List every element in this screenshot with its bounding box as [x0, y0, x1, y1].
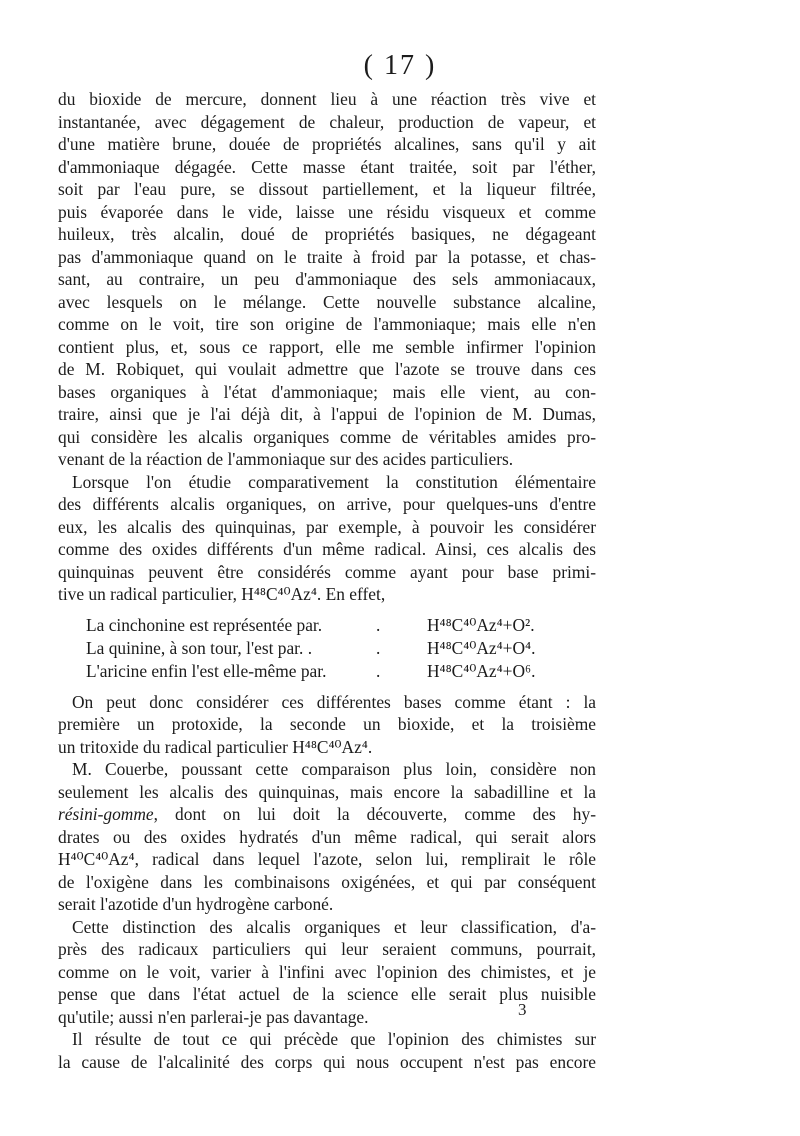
formula-dots: .	[376, 614, 381, 635]
text-line: eux, les alcalis des quinquinas, par exemple, à pouvoir les considérer	[58, 516, 596, 537]
text-line: On peut donc considérer ces différentes bases comme étant : la	[72, 691, 596, 712]
formula-row	[58, 637, 596, 660]
formula-value: H⁴⁸C⁴⁰Az⁴+O².	[427, 614, 535, 635]
text-line: avec lesquels on le mélange. Cette nouvelle substance alcaline,	[58, 291, 596, 312]
text-line: seulement les alcalis des quinquinas, mais encore la sabadilline et la	[58, 781, 596, 802]
text-line: sant, au contraire, un peu d'ammoniaque des sels ammoniacaux,	[58, 269, 596, 289]
signature-mark: 3	[518, 1000, 527, 1019]
formula-dots: .	[376, 637, 381, 658]
text-line: qu'utile; aussi n'en parlerai-je pas davantage.	[58, 1006, 369, 1027]
text-line	[58, 803, 596, 826]
text-line: serait l'azotide d'un hydrogène carboné.	[58, 894, 334, 914]
text-line: instantanée, avec dégagement de chaleur, production de vapeur, et	[58, 111, 596, 132]
text-line: tive un radical particulier, H⁴⁸C⁴⁰Az⁴. En effet,	[58, 584, 386, 604]
text-fragment: , dont on lui doit la découverte, comme des hy-	[153, 804, 596, 824]
page-number: ( 17 )	[363, 50, 437, 81]
text-line: première un protoxide, la seconde un bioxide, et la troisième	[58, 714, 596, 734]
formula-list	[58, 614, 596, 683]
formula-label: L'aricine enfin l'est elle-même par.	[86, 660, 327, 681]
text-line: pas d'ammoniaque quand on le traite à froid par la potasse, et chas-	[58, 246, 596, 267]
italic-term: résini-gomme	[58, 804, 154, 824]
text-line: bases organiques à l'état d'ammoniaque; mais elle vient, au con-	[58, 381, 596, 402]
formula-row	[58, 660, 596, 683]
formula-value: H⁴⁸C⁴⁰Az⁴+O⁴.	[427, 637, 536, 658]
paragraph-6	[58, 1028, 596, 1073]
text-line: comme des oxides différents d'un même radical. Ainsi, ces alcalis des	[58, 539, 596, 559]
text-line: traire, ainsi que je l'ai déjà dit, à l'appui de l'opinion de M. Dumas,	[58, 404, 596, 424]
paragraph-1	[58, 88, 596, 471]
text-line: M. Couerbe, poussant cette comparaison plus loin, considère non	[72, 759, 596, 779]
formula-label: La cinchonine est représentée par.	[86, 614, 323, 635]
text-line: soit par l'eau pure, se dissout partiellement, et la liqueur filtrée,	[58, 179, 596, 199]
text-line: près des radicaux particuliers qui leur seraient communs, pourrait,	[58, 939, 596, 959]
text-line: venant de la réaction de l'ammoniaque sur des acides particuliers.	[58, 449, 514, 469]
paragraph-4	[58, 758, 596, 916]
text-line: puis évaporée dans le vide, laisse une résidu visqueux et comme	[58, 201, 596, 222]
formula-dots: .	[376, 660, 381, 681]
text-line: comme on le voit, tire son origine de l'ammoniaque; mais elle n'en	[58, 314, 596, 334]
text-line: huileux, très alcalin, doué de propriétés basiques, ne dégageant	[58, 224, 596, 244]
formula-row	[58, 614, 596, 637]
body-text	[58, 88, 596, 1073]
text-line: Lorsque l'on étudie comparativement la constitution élémentaire	[72, 471, 596, 492]
text-line: du bioxide de mercure, donnent lieu à une réaction très vive et	[58, 89, 596, 109]
text-line: drates ou des oxides hydratés d'un même radical, qui serait alors	[58, 826, 596, 847]
text-line: H⁴⁰C⁴⁰Az⁴, radical dans lequel l'azote, selon lui, remplirait le rôle	[58, 849, 596, 869]
paragraph-2	[58, 471, 596, 606]
text-line: d'une matière brune, douée de propriétés alcalines, sans qu'il y ait	[58, 134, 596, 154]
paragraph-5	[58, 916, 596, 1029]
text-line: Il résulte de tout ce qui précède que l'opinion des chimistes sur	[72, 1029, 596, 1049]
text-line: de M. Robiquet, qui voulait admettre que l'azote se trouve dans ces	[58, 359, 596, 379]
text-line: comme on le voit, varier à l'infini avec l'opinion des chimistes, et je	[58, 961, 596, 982]
text-line: la cause de l'alcalinité des corps qui nous occupent n'est pas encore	[58, 1051, 596, 1072]
text-line: Cette distinction des alcalis organiques et leur classification, d'a-	[72, 916, 596, 937]
text-line: pense que dans l'état actuel de la science elle serait plus nuisible	[58, 984, 596, 1004]
text-line: des différents alcalis organiques, on arrive, pour quelques-uns d'entre	[58, 494, 596, 514]
paragraph-3	[58, 691, 596, 759]
text-line: contient plus, et, sous ce rapport, elle me semble infirmer l'opinion	[58, 336, 596, 357]
formula-value: H⁴⁸C⁴⁰Az⁴+O⁶.	[427, 660, 536, 681]
text-line: d'ammoniaque dégagée. Cette masse étant traitée, soit par l'éther,	[58, 156, 596, 177]
text-line: de l'oxigène dans les combinaisons oxigénées, et qui par conséquent	[58, 871, 596, 892]
text-line: un tritoxide du radical particulier H⁴⁸C⁴⁰Az⁴.	[58, 736, 373, 757]
text-line: qui considère les alcalis organiques comme de véritables amides pro-	[58, 426, 596, 447]
formula-label: La quinine, à son tour, l'est par. .	[86, 637, 313, 658]
text-line: quinquinas peuvent être considérés comme ayant pour base primi-	[58, 561, 596, 582]
